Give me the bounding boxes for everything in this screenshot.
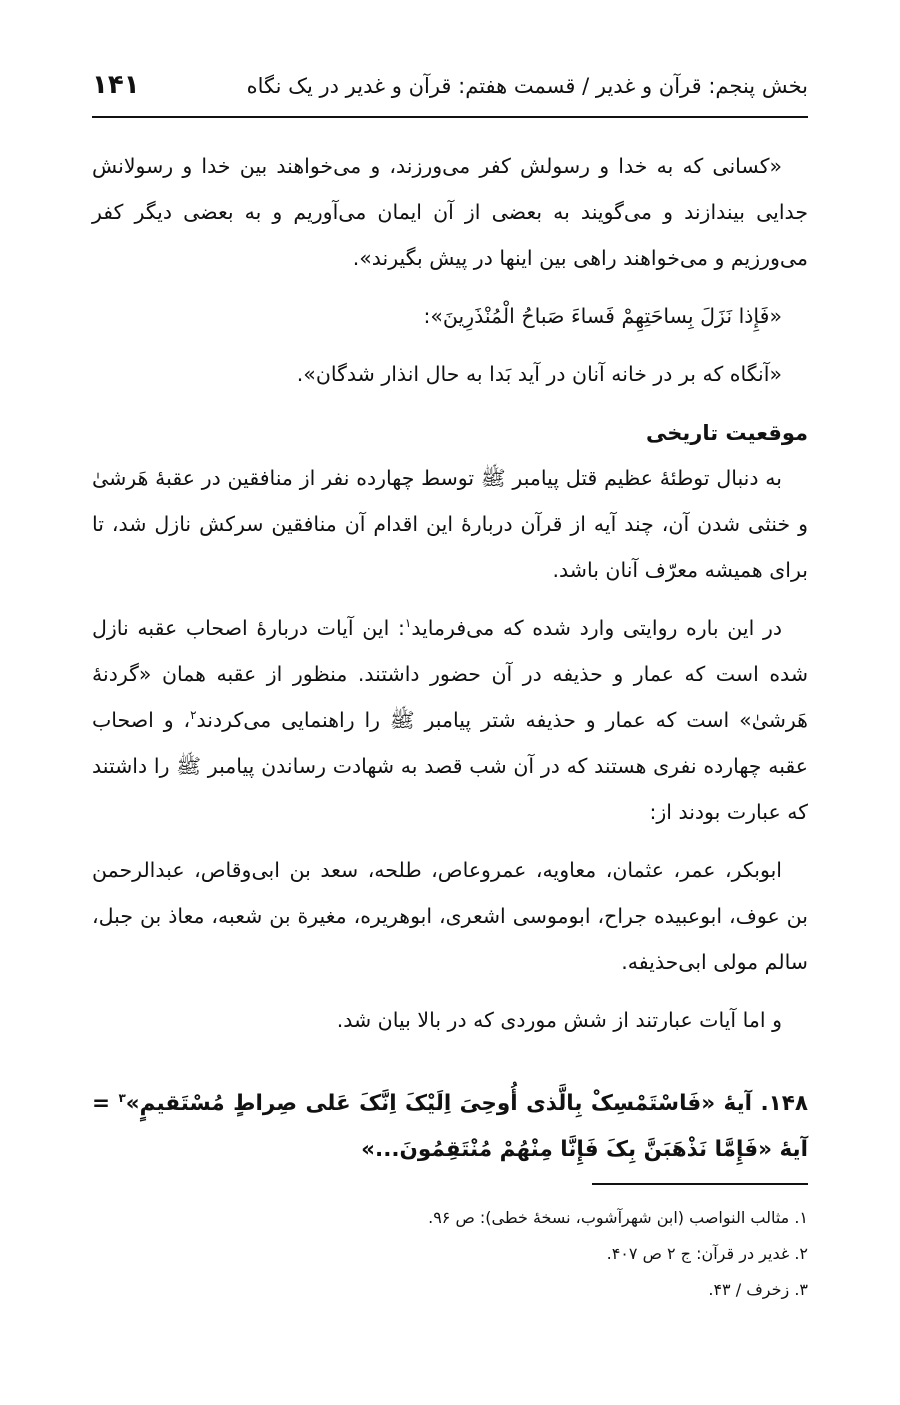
- verse-heading: [92, 1081, 808, 1173]
- running-title: بخش پنجم: قرآن و غدیر / قسمت هفتم: قرآن و غدیر در یک نگاه: [246, 74, 808, 98]
- verse-heading-text-1: ۱۴۸. آیهٔ «فَاسْتَمْسِکْ بِالَّذی أُوحِیَ اِلَیْکَ اِنَّکَ عَلی صِراطٍ مُسْتَقیمٍ»: [125, 1091, 809, 1116]
- page-number: ۱۴۱: [92, 70, 140, 100]
- footnote-item: ۱. مثالب النواصب (ابن شهرآشوب، نسخهٔ خطی): ص ۹۶.: [428, 1208, 808, 1227]
- footnote-item: ۳. زخرف / ۴۳.: [708, 1280, 808, 1299]
- verse-heading-text-2: = آیهٔ «فَإِمَّا نَذْهَبَنَّ بِکَ فَإِنَّا مِنْهُمْ مُنْتَقِمُونَ...»: [92, 1091, 808, 1162]
- footnote-item: ۲. غدیر در قرآن: ج ۲ ص ۴۰۷.: [606, 1244, 808, 1263]
- running-header: [92, 66, 808, 118]
- footnote-ref-2: ۲: [190, 708, 197, 723]
- narration-text-3: ، و اصحاب عقبه چهارده نفری هستند که در آن شب قصد به شهادت رساندن پیامبر ﷺ را داشتند که عبارت بودند از:: [92, 708, 808, 824]
- section-heading: موقعیت تاریخی: [645, 421, 808, 445]
- arabic-verse: «فَإِذا نَزَلَ بِساحَتِهِمْ فَساءَ صَباحُ الْمُنْذَرِينَ»:: [423, 304, 782, 328]
- main-text: [92, 143, 808, 1173]
- footnote-ref-1: ۱: [404, 616, 412, 631]
- footnote-ref-3: ۳: [118, 1090, 126, 1105]
- footnote-divider: [592, 1183, 808, 1185]
- narration-text-1: در این باره روایتی وارد شده که می‌فرماید: [411, 616, 782, 640]
- history-paragraph: به دنبال توطئهٔ عظیم قتل پیامبر ﷺ توسط چهارده نفر از منافقین در عقبهٔ هَرشیٰ و خنثی شدن آن، چند آیه از قرآن دربارهٔ این اقدام آن منافقین سرکش نازل شد، تا برای همیشه معرّف آنان باشد.: [92, 466, 808, 582]
- narration-paragraph: [92, 605, 808, 835]
- closing-paragraph: و اما آیات عبارتند از شش موردی که در بالا بیان شد.: [336, 1008, 782, 1032]
- footnotes: [92, 1200, 808, 1308]
- verse-translation: «آنگاه که بر در خانه آنان در آید بَدا به حال انذار شدگان».: [296, 362, 782, 386]
- narration-text-2: : این آیات دربارهٔ اصحاب عقبه نازل شده است که عمار و حذیفه در آن حضور داشتند. منظور از عقبه همان «گردنهٔ هَرشیٰ» است که عمار و حذیفه شتر پیامبر ﷺ را راهنمایی می‌کردند: [92, 616, 808, 732]
- names-list-paragraph: ابوبکر، عمر، عثمان، معاویه، عمروعاص، طلحه، سعد بن ابی‌وقاص، عبدالرحمن بن عوف، ابوعبیده جراح، ابوموسی اشعری، ابوهریره، مغیرة بن شعبه، معاذ بن جبل، سالم مولی ابی‌حذیفه.: [92, 858, 808, 974]
- quote-translation-paragraph: «کسانی که به خدا و رسولش کفر می‌ورزند، و می‌خواهند بین خدا و رسولانش جدایی بیندازند و می‌گویند به بعضی از آن ایمان می‌آوریم و به بعضی دیگر کفر می‌ورزیم و می‌خواهند راهی بین اینها در پیش بگیرند».: [92, 154, 808, 270]
